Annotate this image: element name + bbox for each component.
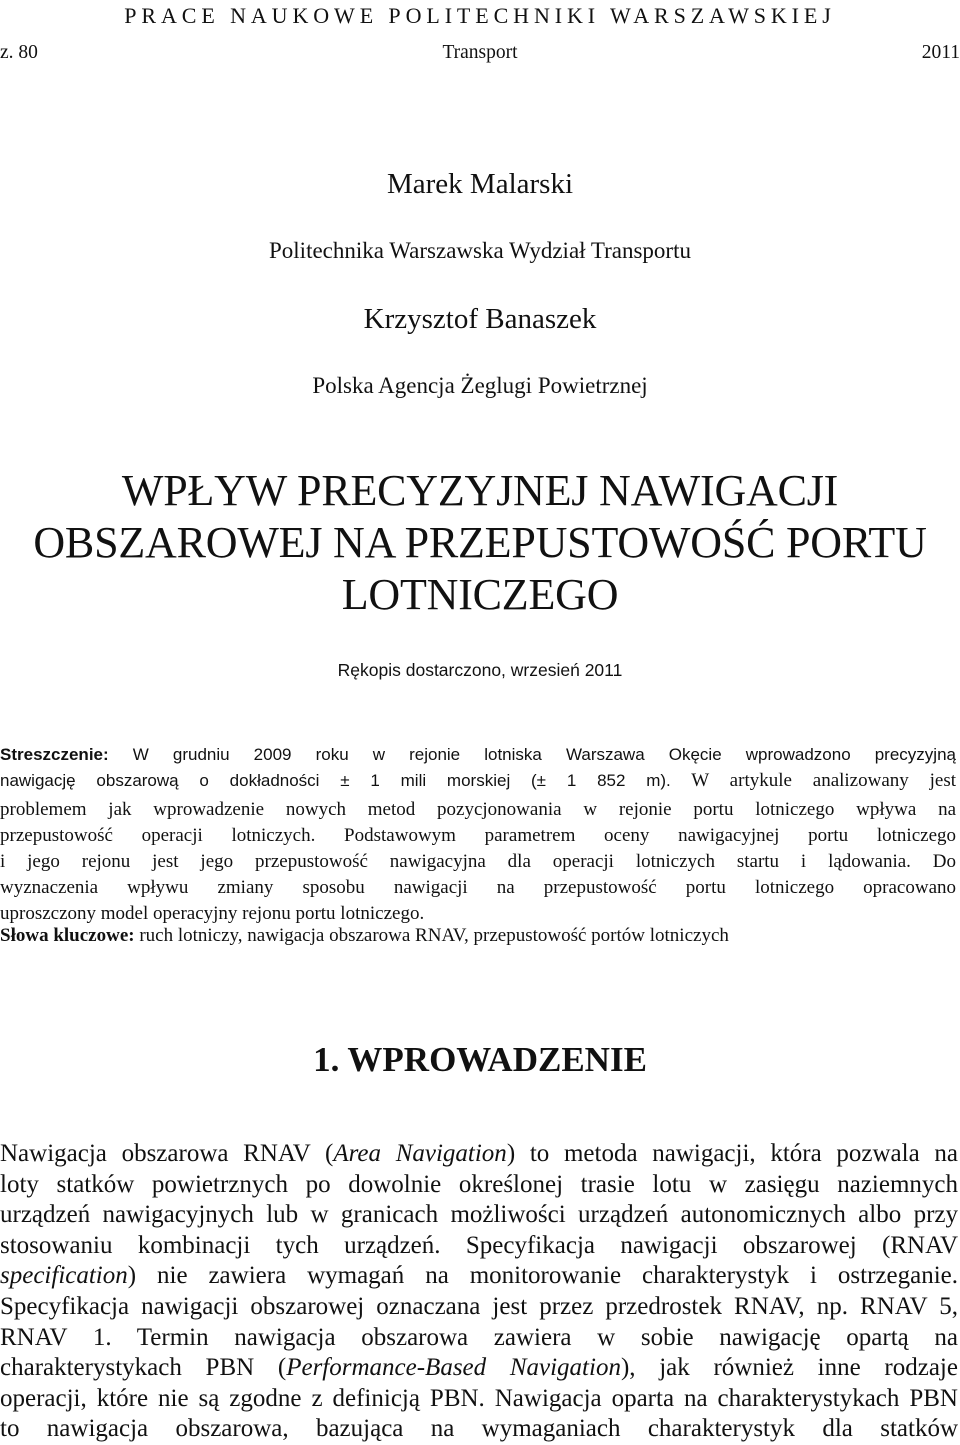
author-affiliation: Politechnika Warszawska Wydział Transportu bbox=[269, 238, 691, 263]
author-name: Marek Malarski bbox=[386, 168, 574, 200]
italic-term: Area Navigation bbox=[333, 1140, 507, 1167]
issue-line bbox=[0, 38, 960, 68]
section-heading: 1. WPROWADZENIE bbox=[313, 1040, 647, 1079]
abstract-line: problemem jak wprowadzenie nowych metod pozycjonowania w rejonie portu lotniczego wpływa na bbox=[0, 799, 956, 820]
body-line bbox=[0, 1139, 958, 1170]
body-line bbox=[0, 1200, 958, 1231]
body-text-run: loty statków powietrznych po dowolnie określonej trasie lotu w zasięgu naziemnych bbox=[0, 1170, 958, 1198]
abstract-line: przepustowość operacji lotniczych. Podstawowym parametrem oceny nawigacyjnej portu lotniczego bbox=[0, 825, 956, 846]
keywords-text: ruch lotniczy, nawigacja obszarowa RNAV, przepustowość portów lotniczych bbox=[134, 925, 729, 946]
body-line bbox=[0, 1170, 958, 1201]
body-text-run: urządzeń nawigacyjnych lub w granicach możliwości urządzeń autonomicznych albo przy bbox=[0, 1201, 958, 1229]
body-text-run: ) nie zawiera wymagań na monitorowanie charakterystyk i ostrzeganie. bbox=[127, 1262, 958, 1290]
author-name: Krzysztof Banaszek bbox=[363, 303, 597, 335]
body-text-run: Specyfikacja nawigacji obszarowej oznaczana jest przez przedrostek RNAV, np. RNAV 5, bbox=[0, 1292, 958, 1320]
body-line bbox=[0, 1261, 958, 1292]
keywords bbox=[0, 922, 956, 950]
abstract-line: wyznaczenia wpływu zmiany sposobu nawigacji na przepustowość portu lotniczego opracowano bbox=[0, 877, 956, 898]
abstract-line: i jego rejonu jest jego przepustowość nawigacyjna dla operacji lotniczych startu i lądowania. Do bbox=[0, 851, 956, 872]
body-line bbox=[0, 1414, 958, 1445]
abstract-line bbox=[0, 768, 956, 794]
body-line bbox=[0, 1353, 958, 1384]
series-name: Transport bbox=[442, 42, 518, 63]
abstract-continued bbox=[0, 797, 956, 927]
body-text-run: ), jak również inne rodzaje bbox=[620, 1354, 958, 1382]
abstract-text: W artykule analizowany jest bbox=[670, 770, 956, 791]
abstract-line: uproszczony model operacyjny rejonu portu lotniczego. bbox=[0, 903, 425, 924]
body-text-run: Nawigacja obszarowa RNAV ( bbox=[0, 1140, 334, 1167]
received-date: Rękopis dostarczono, wrzesień 2011 bbox=[337, 660, 623, 680]
body-text-run: operacji, które nie są zgodne z definicją PBN. Nawigacja oparta na charakterystykach PBN bbox=[0, 1384, 958, 1412]
paper-title bbox=[0, 465, 960, 621]
author-affiliation: Polska Agencja Żeglugi Powietrznej bbox=[312, 373, 648, 398]
body-line bbox=[0, 1292, 958, 1323]
title-line: OBSZAROWEJ NA PRZEPUSTOWOŚĆ PORTU bbox=[33, 518, 927, 567]
body-text-run: to nawigacja obszarowa, bazująca na wymaganiach charakterystyk dla statków bbox=[0, 1415, 958, 1443]
journal-title: PRACE NAUKOWE POLITECHNIKI WARSZAWSKIEJ bbox=[124, 3, 836, 28]
body-text-run: charakterystykach PBN ( bbox=[0, 1354, 287, 1382]
title-line: LOTNICZEGO bbox=[341, 570, 619, 619]
body-line bbox=[0, 1231, 958, 1262]
keywords-label: Słowa kluczowe: bbox=[0, 925, 135, 946]
body-line bbox=[0, 1323, 958, 1354]
body-text-run: stosowaniu kombinacji tych urządzeń. Specyfikacja nawigacji obszarowej (RNAV bbox=[0, 1231, 958, 1259]
body-text-run: RNAV 1. Termin nawigacja obszarowa zawiera w sobie nawigację opartą na bbox=[0, 1323, 958, 1351]
abstract bbox=[0, 742, 956, 794]
section-body bbox=[0, 1139, 958, 1445]
italic-term: Performance-Based Navigation bbox=[286, 1354, 621, 1382]
italic-term: specification bbox=[0, 1262, 128, 1290]
issue-year: 2011 bbox=[921, 42, 960, 63]
abstract-text: W grudniu 2009 roku w rejonie lotniska Warszawa Okęcie wprowadzono precyzyjną bbox=[108, 745, 956, 764]
title-line: WPŁYW PRECYZYJNEJ NAWIGACJI bbox=[121, 466, 839, 515]
issue-number: z. 80 bbox=[0, 42, 38, 63]
abstract-text: nawigację obszarową o dokładności ± 1 mili morskiej (± 1 852 m). bbox=[0, 771, 671, 790]
abstract-line bbox=[0, 742, 956, 768]
body-line bbox=[0, 1384, 958, 1415]
abstract-label: Streszczenie: bbox=[0, 745, 109, 764]
body-text-run: ) to metoda nawigacji, która pozwala na bbox=[506, 1140, 958, 1167]
